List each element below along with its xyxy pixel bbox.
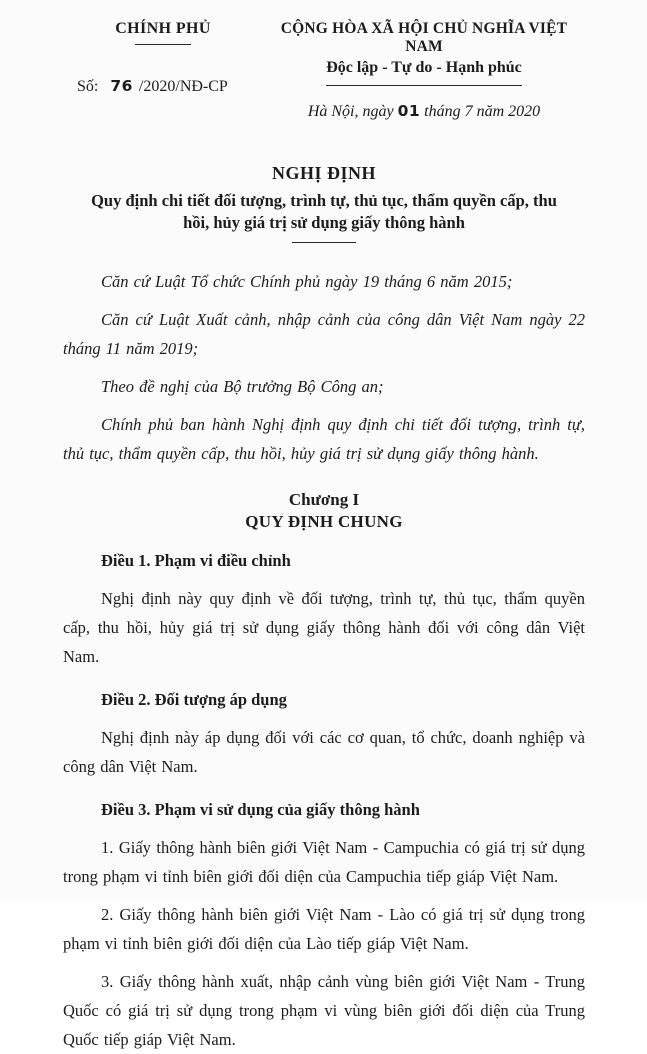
date-prefix: Hà Nội, ngày: [307, 103, 394, 120]
document-number-suffix: /2020/NĐ-CP: [138, 78, 228, 95]
preamble-paragraph: Chính phủ ban hành Nghị định quy định chi tiết đối tượng, trình tự, thủ tục, thẩm quyền cấp, thu hồi, hủy giá trị sử dụng giấy thông hành.: [63, 415, 585, 463]
date-suffix: tháng 7 năm 2020: [424, 103, 541, 120]
authority-underline: [135, 44, 191, 45]
national-name: CỘNG HÒA XÃ HỘI CHỦ NGHĨA VIỆT NAM: [280, 20, 568, 55]
document-subject: Quy định chi tiết đối tượng, trình tự, thủ tục, thẩm quyền cấp, thu hồi, hủy giá trị sử dụng giấy thông hành: [91, 191, 557, 232]
article-heading: Điều 3. Phạm vi sử dụng của giấy thông hành: [101, 800, 420, 819]
date-day-value: 01: [397, 102, 421, 120]
chapter-label: Chương I: [288, 490, 360, 509]
preamble-section: [63, 267, 585, 468]
document-number-value: 76: [110, 77, 133, 95]
document-kind: NGHỊ ĐỊNH: [271, 163, 376, 183]
article-1: [63, 546, 585, 671]
article-paragraph: Nghị định này áp dụng đối với các cơ quan, tổ chức, doanh nghiệp và công dân Việt Nam.: [63, 728, 585, 776]
title-underline: [292, 242, 356, 243]
national-motto: Độc lập - Tự do - Hạnh phúc: [326, 59, 522, 76]
preamble-paragraph: Căn cứ Luật Xuất cảnh, nhập cảnh của công dân Việt Nam ngày 22 tháng 11 năm 2019;: [63, 310, 585, 358]
article-paragraph: 1. Giấy thông hành biên giới Việt Nam - Campuchia có giá trị sử dụng trong phạm vi tỉnh biên giới đối diện của Campuchia tiếp giáp Việt Nam.: [63, 838, 585, 886]
article-2: [63, 685, 585, 781]
article-paragraph: Nghị định này quy định về đối tượng, trình tự, thủ tục, thẩm quyền cấp, thu hồi, hủy giá trị sử dụng giấy thông hành đối với công dân Việt Nam.: [63, 589, 585, 666]
chapter-heading: [63, 490, 585, 532]
document-number-line: [63, 77, 263, 96]
article-heading: Điều 1. Phạm vi điều chỉnh: [101, 551, 291, 570]
header-left-block: [63, 20, 263, 121]
issuing-authority: CHÍNH PHỦ: [115, 20, 211, 37]
article-3: [63, 795, 585, 1054]
preamble-paragraph: Theo đề nghị của Bộ trưởng Bộ Công an;: [101, 377, 384, 396]
document-header: [63, 20, 585, 121]
chapter-title: QUY ĐỊNH CHUNG: [245, 512, 403, 531]
document-number-label: Số:: [77, 78, 99, 95]
document-title-block: [63, 163, 585, 243]
article-paragraph: 3. Giấy thông hành xuất, nhập cảnh vùng biên giới Việt Nam - Trung Quốc có giá trị sử dụng trong phạm vi vùng biên giới đối diện của Trung Quốc tiếp giáp Việt Nam.: [63, 972, 585, 1049]
article-paragraph: 2. Giấy thông hành biên giới Việt Nam - Lào có giá trị sử dụng trong phạm vi tỉnh biên giới đối diện của Lào tiếp giáp Việt Nam.: [63, 905, 585, 953]
place-date-line: [263, 102, 585, 121]
preamble-paragraph: Căn cứ Luật Tổ chức Chính phủ ngày 19 tháng 6 năm 2015;: [101, 272, 513, 291]
header-right-block: [263, 20, 585, 121]
motto-underline: [326, 85, 522, 86]
article-heading: Điều 2. Đối tượng áp dụng: [101, 690, 287, 709]
